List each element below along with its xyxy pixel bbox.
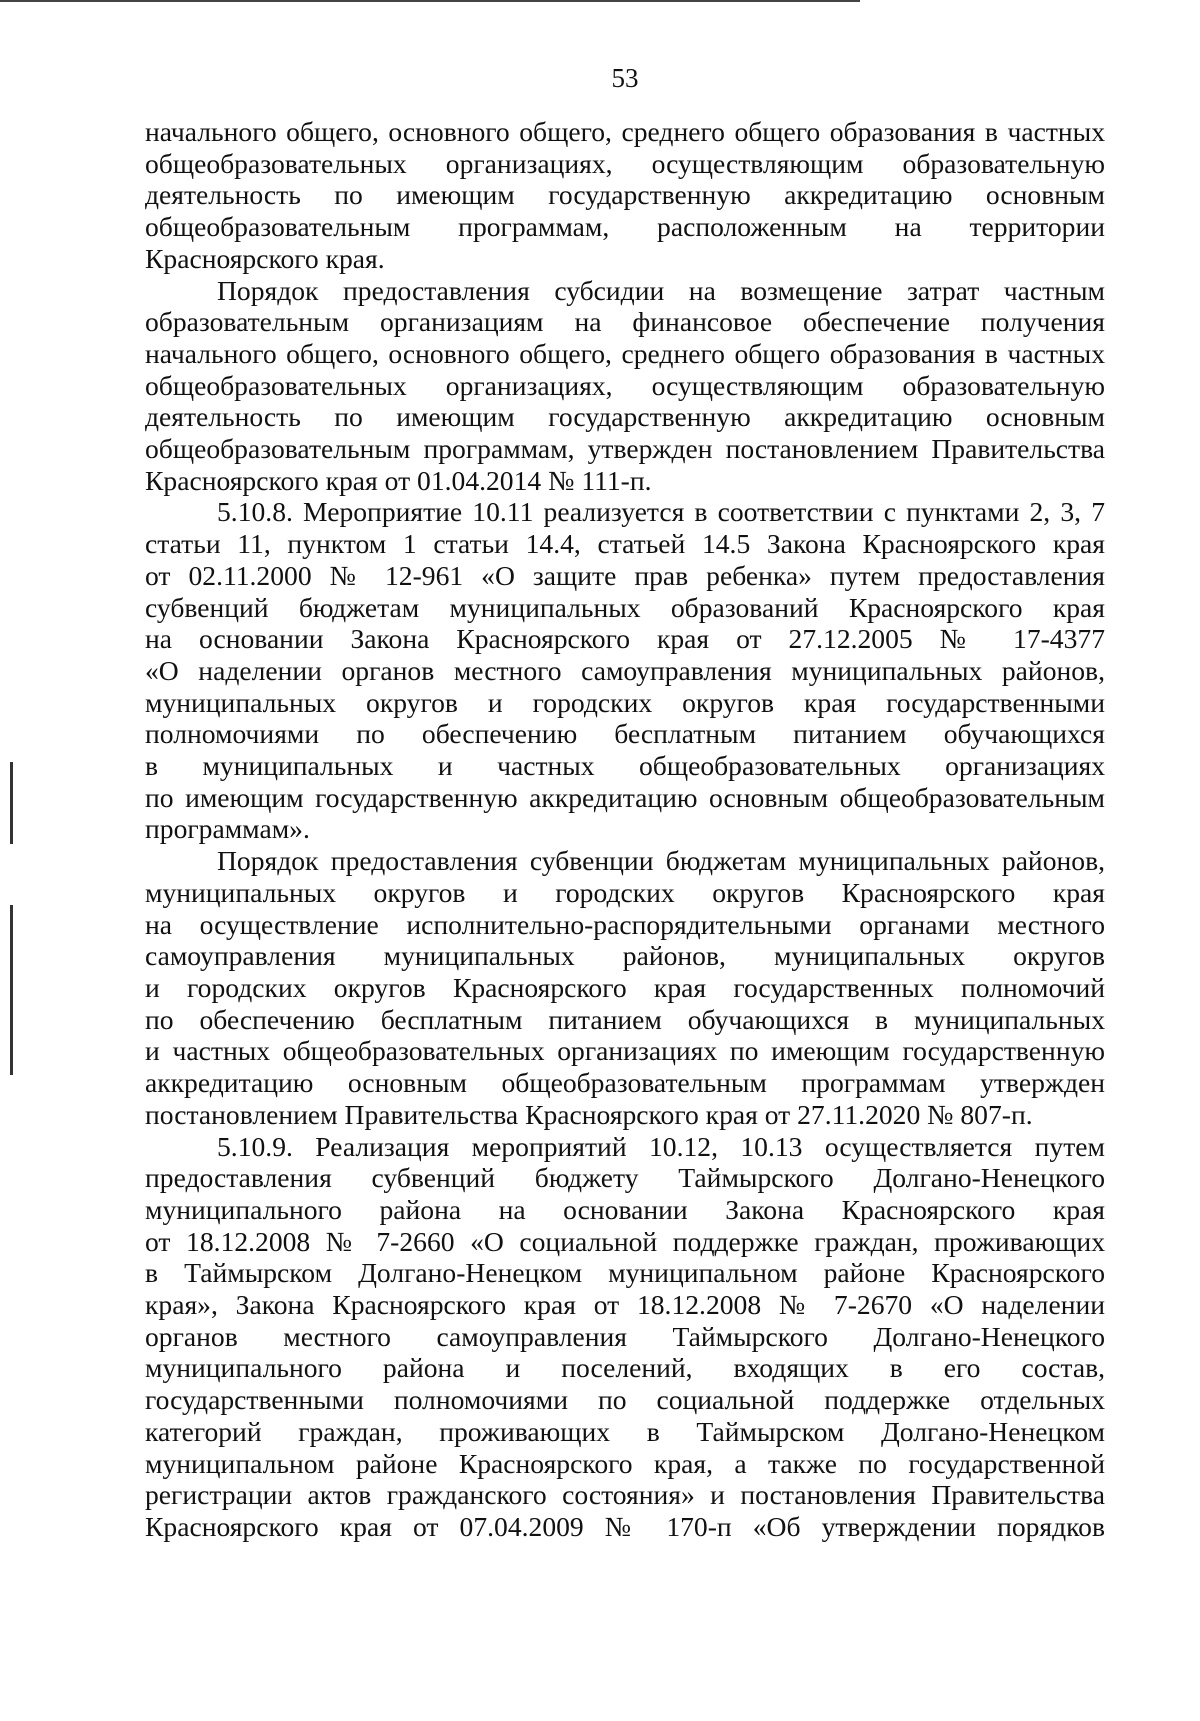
text-line: деятельность по имеющим государственную аккредитацию основным	[145, 179, 1105, 211]
text-line: общеобразовательных организациях, осуществляющим образовательную	[145, 369, 1105, 401]
text-line: по обеспечению бесплатным питанием обучающихся в муниципальных	[145, 1003, 1105, 1035]
text-line: в Таймырском Долгано-Ненецком муниципальном районе Красноярского	[145, 1257, 1105, 1289]
text-line: в муниципальных и частных общеобразовательных организациях	[145, 750, 1105, 782]
paragraph	[145, 496, 1105, 845]
text-line: деятельность по имеющим государственную аккредитацию основным	[145, 401, 1105, 433]
text-line: Красноярского края от 07.04.2009 № 170-п «Об утверждении порядков	[145, 1510, 1105, 1542]
text-line: муниципального района на основании Закона Красноярского края	[145, 1193, 1105, 1225]
text-line: программам».	[145, 813, 310, 845]
margin-mark	[10, 905, 13, 1075]
paragraph	[145, 116, 1105, 275]
text-line: аккредитацию основным общеобразовательным программам утвержден	[145, 1067, 1105, 1099]
text-line: статьи 11, пунктом 1 статьи 14.4, статьей 14.5 Закона Красноярского края	[145, 528, 1105, 560]
text-line: от 18.12.2008 № 7-2660 «О социальной поддержке граждан, проживающих	[145, 1225, 1105, 1257]
text-line: 5.10.9. Реализация мероприятий 10.12, 10.13 осуществляется путем	[217, 1130, 1105, 1162]
text-line: самоуправления муниципальных районов, муниципальных округов	[145, 940, 1105, 972]
text-line: начального общего, основного общего, среднего общего образования в частных	[145, 116, 1105, 147]
text-line: постановлением Правительства Красноярского края от 27.11.2020 № 807-п.	[145, 1098, 1033, 1130]
text-line: и частных общеобразовательных организациях по имеющим государственную	[145, 1035, 1105, 1067]
text-line: общеобразовательных организациях, осуществляющим образовательную	[145, 147, 1105, 179]
text-line: и городских округов Красноярского края государственных полномочий	[145, 971, 1105, 1003]
text-line: Порядок предоставления субсидии на возмещение затрат частным	[217, 274, 1105, 306]
document-body	[145, 116, 1105, 1543]
text-line: «О наделении органов местного самоуправления муниципальных районов,	[145, 654, 1105, 686]
text-line: полномочиями по обеспечению бесплатным питанием обучающихся	[145, 718, 1105, 750]
text-line: органов местного самоуправления Таймырского Долгано-Ненецкого	[145, 1320, 1105, 1352]
text-line: на осуществление исполнительно-распорядительными органами местного	[145, 908, 1105, 940]
text-line: от 02.11.2000 № 12-961 «О защите прав ребенка» путем предоставления	[145, 559, 1105, 591]
text-line: Красноярского края от 01.04.2014 № 111-п.	[145, 464, 652, 496]
text-line: общеобразовательным программам, утвержден постановлением Правительства	[145, 433, 1105, 465]
text-line: Порядок предоставления субвенции бюджетам муниципальных районов,	[217, 845, 1105, 877]
text-line: субвенций бюджетам муниципальных образований Красноярского края	[145, 591, 1105, 623]
text-line: образовательным организациям на финансовое обеспечение получения	[145, 306, 1105, 338]
text-line: государственными полномочиями по социальной поддержке отдельных	[145, 1384, 1105, 1416]
paragraph	[145, 275, 1105, 497]
text-line: муниципальных округов и городских округов края государственными	[145, 686, 1105, 718]
text-line: на основании Закона Красноярского края от 27.12.2005 № 17-4377	[145, 623, 1105, 655]
text-line: начального общего, основного общего, среднего общего образования в частных	[145, 337, 1105, 369]
page-number: 53	[611, 63, 639, 93]
text-line: края», Закона Красноярского края от 18.12.2008 № 7-2670 «О наделении	[145, 1289, 1105, 1321]
text-line: по имеющим государственную аккредитацию основным общеобразовательным	[145, 781, 1105, 813]
text-line: муниципальных округов и городских округов Красноярского края	[145, 876, 1105, 908]
text-line: 5.10.8. Мероприятие 10.11 реализуется в соответствии с пунктами 2, 3, 7	[217, 496, 1105, 528]
text-line: общеобразовательным программам, расположенным на территории	[145, 211, 1105, 243]
text-line: муниципальном районе Красноярского края, а также по государственной	[145, 1447, 1105, 1479]
paragraph	[145, 845, 1105, 1130]
paragraph	[145, 1131, 1105, 1543]
text-line: регистрации актов гражданского состояния» и постановления Правительства	[145, 1479, 1105, 1511]
text-line: предоставления субвенций бюджету Таймырского Долгано-Ненецкого	[145, 1162, 1105, 1194]
text-line: категорий граждан, проживающих в Таймырском Долгано-Ненецком	[145, 1415, 1105, 1447]
margin-mark	[10, 762, 13, 844]
text-line: муниципального района и поселений, входящих в его состав,	[145, 1352, 1105, 1384]
text-line: Красноярского края.	[145, 242, 385, 274]
scan-edge-line	[0, 0, 860, 2]
